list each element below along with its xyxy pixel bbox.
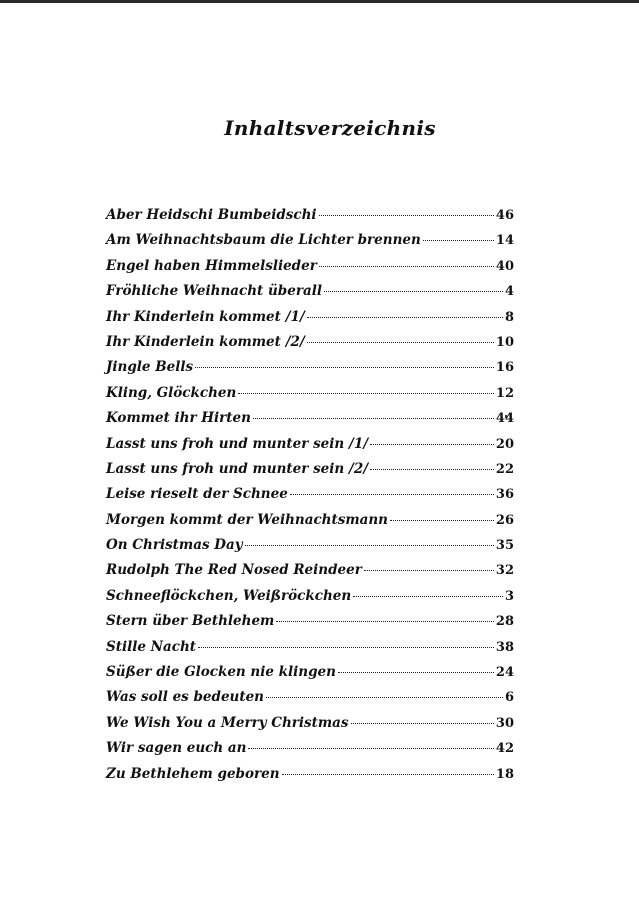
dot-leader [276,621,494,622]
toc-entry-title: Schneeflöckchen, Weißröckchen [106,587,352,604]
toc-entry [106,359,514,384]
toc-entry-title: Jingle Bells [106,359,194,376]
dot-leader [319,215,494,216]
toc-entry-title: Stern über Bethlehem [106,613,275,630]
toc-entry-title: Lasst uns froh und munter sein /1/ [106,435,369,452]
toc-entry [106,537,514,562]
toc-entry [106,436,514,461]
toc-entry-title: Ihr Kinderlein kommet /2/ [106,333,305,350]
toc-entry [106,207,514,232]
toc-entry-title: Ihr Kinderlein kommet /1/ [106,308,305,325]
toc-entry-page-number: 8 [504,309,514,325]
scan-edge [0,0,639,3]
toc-entry-page-number: 22 [495,461,514,477]
toc-entry [106,664,514,689]
dot-leader [390,520,494,521]
toc-entry-title: On Christmas Day [106,537,243,554]
toc-entry-page-number: 4 [504,284,514,300]
toc-entry-title: Kling, Glöckchen [106,384,237,401]
toc-entry-title: Aber Heidschi Bumbeidschi [106,207,317,223]
toc-entry [106,232,514,257]
toc-entry [106,562,514,587]
dot-leader [370,469,494,470]
toc-entry-page-number: 26 [495,512,514,528]
toc-entry [106,715,514,740]
toc-entry-page-number: 42 [495,741,514,757]
dot-leader [282,774,494,775]
toc-entry-title: Süßer die Glocken nie klingen [106,664,336,681]
toc-entry [106,410,514,435]
toc-entry [106,766,514,791]
toc-entry-title: Stille Nacht [106,638,197,655]
page-title: Inhaltsverzeichnis [224,116,436,141]
dot-leader [324,291,503,292]
toc-entry-page-number: 44 [495,411,514,427]
toc-entry [106,512,514,537]
toc-entry [106,385,514,410]
toc-entry [106,461,514,486]
toc-entry-title: Leise rieselt der Schnee [106,486,288,503]
dot-leader [238,393,494,394]
toc-entry-page-number: 12 [495,385,514,401]
toc-entry [106,613,514,638]
dot-leader [307,342,494,343]
toc-entry-page-number: 28 [495,614,514,630]
toc-entry-page-number: 36 [495,487,514,503]
dot-leader [307,317,503,318]
dot-leader [195,367,494,368]
toc-entry-title: Lasst uns froh und munter sein /2/ [106,460,369,477]
toc-entry-page-number: 35 [495,538,514,554]
toc-entry-page-number: 3 [504,588,514,604]
toc-entry [106,740,514,765]
dot-leader [290,494,494,495]
dot-leader [364,570,494,571]
toc-entry [106,283,514,308]
toc-entry-title: Fröhliche Weihnacht überall [106,283,322,300]
toc-entry-page-number: 10 [495,334,514,350]
toc-entry-title: Morgen kommt der Weihnachtsmann [106,511,388,528]
toc-entry-page-number: 16 [495,360,514,376]
toc-entry [106,588,514,613]
toc-entry-page-number: 32 [495,563,514,579]
toc-entry [106,689,514,714]
toc-entry-title: Was soll es bedeuten [106,689,264,706]
toc-entry-title: We Wish You a Merry Christmas [106,714,349,731]
dot-leader [253,418,494,419]
toc-entry-page-number: 18 [495,766,514,782]
toc-entry-title: Engel haben Himmelslieder [106,257,317,274]
dot-leader [266,697,503,698]
toc-entry [106,309,514,334]
toc-entry-page-number: 14 [495,233,514,249]
toc-entry-title: Rudolph The Red Nosed Reindeer [106,562,362,579]
dot-leader [351,723,494,724]
table-of-contents [106,207,514,791]
toc-entry [106,486,514,511]
dot-leader [370,444,494,445]
toc-entry-page-number: 46 [495,208,514,223]
toc-entry-page-number: 38 [495,639,514,655]
toc-entry [106,639,514,664]
toc-entry-page-number: 30 [495,715,514,731]
toc-entry-title: Zu Bethlehem geboren [106,765,280,782]
toc-entry-page-number: 40 [495,258,514,274]
toc-entry-title: Kommet ihr Hirten [106,410,251,427]
dot-leader [319,266,494,267]
toc-entry-title: Wir sagen euch an [106,740,247,757]
toc-entry-page-number: 20 [495,436,514,452]
toc-entry [106,334,514,359]
dot-leader [353,596,503,597]
toc-entry [106,258,514,283]
dot-leader [338,672,494,673]
dot-leader [423,240,494,241]
toc-entry-title: Am Weihnachtsbaum die Lichter brennen [106,232,421,249]
dot-leader [198,647,494,648]
dot-leader [245,545,494,546]
toc-entry-page-number: 6 [504,690,514,706]
toc-entry-page-number: 24 [495,665,514,681]
dot-leader [248,748,493,749]
